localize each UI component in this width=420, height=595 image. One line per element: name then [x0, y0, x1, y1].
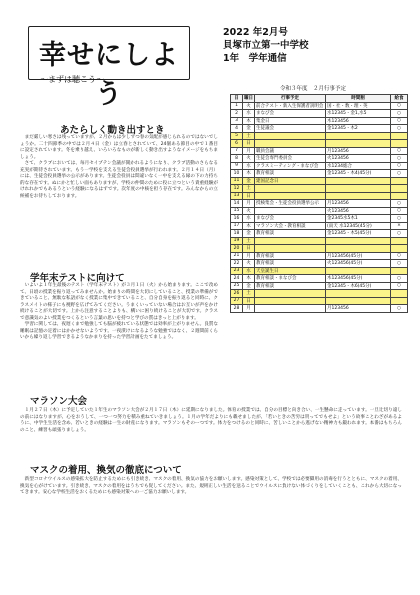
- schedule-row: [231, 200, 408, 208]
- schedule-row: [231, 192, 408, 200]
- schedule-weekday: 水: [243, 215, 255, 223]
- section-title-marathon: マラソン大会: [30, 396, 88, 407]
- schedule-timetable: 水1234総合: [326, 162, 391, 170]
- paragraph: 新型コロナウイルスの感染拡大を防止するためにも引き続き、マスクの着用、換気の協力をお願いします。感染対策として、学校では必要脚用の消毒を行うとともに、マスクの着用、換気を心がけています。引き続き、マスクの着用をはうちでも促してください。また、規則正しい生活を送ることでウイルスに負けない体づくりをしていくことも、これから大切になってきます。安心な学校生活をおくるためにも感染対策への一ご協力お願いします。: [20, 477, 402, 495]
- schedule-row: [231, 297, 408, 305]
- schedule-weekday: 月: [243, 200, 255, 208]
- schedule-lunch: [391, 185, 408, 193]
- schedule-timetable: 金2345水5木1: [326, 215, 391, 223]
- schedule-timetable: [326, 237, 391, 245]
- section-text-moving-forward: [20, 135, 218, 200]
- schedule-row: [231, 245, 408, 253]
- schedule-row: [231, 102, 408, 110]
- schedule-row: [231, 260, 408, 268]
- schedule-row: [231, 222, 408, 230]
- schedule-day: 25: [231, 282, 243, 290]
- schedule-event: まなび会: [255, 110, 326, 118]
- newsletter-subtitle: ～まずは聴こう～: [40, 75, 104, 84]
- schedule-weekday: 水: [243, 110, 255, 118]
- schedule-day: 15: [231, 207, 243, 215]
- issue-date: 2022 年2月号: [223, 27, 288, 38]
- schedule-weekday: 木: [243, 275, 255, 283]
- schedule-row: [231, 290, 408, 298]
- schedule-lunch: [391, 177, 408, 185]
- schedule-day: 8: [231, 155, 243, 163]
- schedule-lunch: ○: [391, 102, 408, 110]
- schedule-day: 6: [231, 140, 243, 148]
- schedule-event: [255, 290, 326, 298]
- schedule-lunch: ○: [391, 200, 408, 208]
- paragraph: さて、クラブにおいては、毎月セイプテン会議が開かれるようになり、クラブ活動のさらなる充実が期待されています。もう一学校を支える生徒会役員選挙が行われます。２月１４日（月）には、生徒会役員選挙の公示があります。生徒会役員は間違いなく一中を支える縁の下の力持ち的な存在です。ぬにかと忙しい面もありますが、学校の仲間のために役に立つという貴重経験がけれれかでもあるうという経験になるはずです。次年度の中核を担う存在です。みんなからの立候補をお待ちしております。: [20, 161, 218, 199]
- schedule-timetable: 金12345・木5(45分): [326, 230, 391, 238]
- paragraph: １月２７日（木）に予定していた１年生のマラソン大会が２月１７日（木）に延期になりました。体育の授業では、自分の目標と向き合い、一生懸命に走っています。一旦辻切り遠しの前にはなりますが、心をおうして、一つ一つ努力を積み重ねていきましょう。１月の学年だよりにも載せましたが、「若いときの苦労は買ってでもせよ」という故事ことわざがあるように、中学生生活を含め、若いときの経験は一生の財産になります。マラソンもそのーつです。体力をつけるのと同時に、苦しいことから逃げない精神力も鍛われます。本番はもちろんのこと、練習も頑張りましょう。: [20, 408, 402, 433]
- schedule-row: [231, 110, 408, 118]
- schedule-weekday: 土: [243, 185, 255, 193]
- schedule-day: 18: [231, 230, 243, 238]
- schedule-weekday: 日: [243, 297, 255, 305]
- schedule-day: 21: [231, 252, 243, 260]
- issue-info: [223, 26, 309, 65]
- newsletter-title: 幸せにしよう: [39, 40, 179, 110]
- schedule-event: 教育相談: [255, 252, 326, 260]
- schedule-weekday: 水: [243, 267, 255, 275]
- schedule-weekday: 金: [243, 230, 255, 238]
- schedule-weekday: 火: [243, 102, 255, 110]
- schedule-row: [231, 305, 408, 313]
- schedule-table: [230, 94, 408, 313]
- schedule-lunch: ○: [391, 170, 408, 178]
- header-timetable: 時間割: [326, 95, 391, 103]
- schedule-row: [231, 117, 408, 125]
- schedule-weekday: 金: [243, 177, 255, 185]
- schedule-header-row: [231, 95, 408, 103]
- schedule-timetable: [326, 297, 391, 305]
- schedule-timetable: 火123456: [326, 207, 391, 215]
- schedule-timetable: [326, 132, 391, 140]
- schedule-timetable: 火123456(45分): [326, 260, 391, 268]
- schedule-day: 9: [231, 162, 243, 170]
- schedule-timetable: [326, 185, 391, 193]
- schedule-day: 23: [231, 267, 243, 275]
- schedule-event: 教育相談: [255, 260, 326, 268]
- header-events: 行事予定: [255, 95, 326, 103]
- schedule-caption: 令和３年度 ２月行事予定: [280, 86, 347, 92]
- title-box: [28, 26, 190, 110]
- schedule-event: [255, 140, 326, 148]
- schedule-day: 12: [231, 185, 243, 193]
- header-day: 日: [231, 95, 243, 103]
- schedule-weekday: 月: [243, 147, 255, 155]
- schedule-day: 26: [231, 290, 243, 298]
- schedule-event: [255, 132, 326, 140]
- schedule-row: [231, 147, 408, 155]
- schedule-lunch: ○: [391, 282, 408, 290]
- schedule-event: マラソン大会・教育相談: [255, 222, 326, 230]
- schedule-event: 教育相談・まなび会: [255, 275, 326, 283]
- schedule-lunch: [391, 245, 408, 253]
- schedule-row: [231, 155, 408, 163]
- schedule-event: [255, 245, 326, 253]
- paragraph: いよいよ１年生最後のテスト（学年末テスト）が３月１日（火）から始まります。ここで改めて、日頃の授業を振り返ってみませんか。始まりの時間を大切にしていること、授業の準備ができていること、無駄な私語がなく授業に集中できていること、自分自身を振り返ると同時に、クラスメイトの様子にも視野を広げてみてください。うまくいっていない場合はお互いが声をかけ続けることが大切です。上から注意することよりも、構いに困り続けることが大切です。クラスで意識気のよい授業をつくるという言葉の思いを持つと学びの質はきっと上がります。: [20, 283, 218, 321]
- schedule-row: [231, 207, 408, 215]
- section-title-mask: マスクの着用、換気の徹底について: [30, 465, 182, 476]
- schedule-day: 5: [231, 132, 243, 140]
- schedule-timetable: 国・社・数・理・英: [326, 102, 391, 110]
- schedule-lunch: [391, 267, 408, 275]
- schedule-event: 前合テスト・新入生保護者説明会: [255, 102, 326, 110]
- schedule-event: [255, 237, 326, 245]
- schedule-event: 生徒会専門委員会: [255, 155, 326, 163]
- section-text-marathon: [20, 408, 402, 434]
- schedule-timetable: (雨天 水12345(45分): [326, 222, 391, 230]
- schedule-timetable: 金12345・木2: [326, 125, 391, 133]
- schedule-weekday: 火: [243, 260, 255, 268]
- schedule-timetable: [326, 245, 391, 253]
- schedule-weekday: 日: [243, 245, 255, 253]
- schedule-day: 4: [231, 125, 243, 133]
- schedule-lunch: ○: [391, 230, 408, 238]
- schedule-row: [231, 275, 408, 283]
- schedule-day: 16: [231, 215, 243, 223]
- schedule-day: 7: [231, 147, 243, 155]
- schedule-row: [231, 170, 408, 178]
- newsletter-name: 1年 学年通信: [223, 53, 287, 64]
- schedule-lunch: ○: [391, 305, 408, 313]
- schedule-weekday: 木: [243, 222, 255, 230]
- schedule-weekday: 土: [243, 132, 255, 140]
- schedule-lunch: ○: [391, 275, 408, 283]
- schedule-event: 天皇誕生日: [255, 267, 326, 275]
- schedule-timetable: 木123456: [326, 117, 391, 125]
- schedule-lunch: ○: [391, 117, 408, 125]
- schedule-weekday: 木: [243, 170, 255, 178]
- schedule-timetable: 金12345・木4(45分): [326, 170, 391, 178]
- schedule-timetable: 水12345・金1,水5: [326, 110, 391, 118]
- schedule-timetable: 木123456(45分): [326, 275, 391, 283]
- schedule-event: 教育相談: [255, 170, 326, 178]
- schedule-day: 27: [231, 297, 243, 305]
- schedule-day: 20: [231, 245, 243, 253]
- schedule-day: 1: [231, 102, 243, 110]
- schedule-timetable: 月123456: [326, 200, 391, 208]
- schedule-event: [255, 297, 326, 305]
- schedule-row: [231, 185, 408, 193]
- schedule-weekday: 火: [243, 207, 255, 215]
- schedule-event: クラスミーティング・まなび会: [255, 162, 326, 170]
- schedule-day: 2: [231, 110, 243, 118]
- schedule-timetable: [326, 290, 391, 298]
- schedule-timetable: [326, 192, 391, 200]
- section-title-moving-forward: あたらしく動き出すとき: [60, 125, 165, 136]
- schedule-event: [255, 192, 326, 200]
- schedule-row: [231, 267, 408, 275]
- schedule-day: 24: [231, 275, 243, 283]
- schedule-weekday: 水: [243, 162, 255, 170]
- schedule-row: [231, 237, 408, 245]
- schedule-lunch: [391, 297, 408, 305]
- schedule-row: [231, 252, 408, 260]
- schedule-lunch: ○: [391, 147, 408, 155]
- schedule-event: 教育相談: [255, 230, 326, 238]
- schedule-event: 集金日: [255, 117, 326, 125]
- school-name: 貝塚市立第一中学校: [223, 40, 309, 51]
- schedule-row: [231, 215, 408, 223]
- schedule-event: [255, 207, 326, 215]
- schedule-day: 3: [231, 117, 243, 125]
- schedule-lunch: ○: [391, 125, 408, 133]
- schedule-row: [231, 125, 408, 133]
- schedule-lunch: [391, 192, 408, 200]
- schedule-day: 10: [231, 170, 243, 178]
- schedule-lunch: ○: [391, 110, 408, 118]
- schedule-weekday: 土: [243, 237, 255, 245]
- schedule-timetable: 月123456: [326, 147, 391, 155]
- schedule-weekday: 日: [243, 192, 255, 200]
- schedule-lunch: ○: [391, 252, 408, 260]
- schedule-day: 11: [231, 177, 243, 185]
- paragraph: 学習に関しては、夜遅くまで勉強しても脳が疲れている状態では効率が上がりません。良質な睡眠は記憶の定着にはかかせないようです。一夜漬けになるような勉強ではなく、２週間前くらいから繰り返し学習できるようなかまりを持った学習計画をたてましょう。: [20, 322, 218, 340]
- schedule-day: 17: [231, 222, 243, 230]
- header-lunch: 給食: [391, 95, 408, 103]
- schedule-weekday: 日: [243, 140, 255, 148]
- schedule-event: 教育相談: [255, 282, 326, 290]
- schedule-timetable: [326, 267, 391, 275]
- schedule-weekday: 金: [243, 282, 255, 290]
- schedule-weekday: 土: [243, 290, 255, 298]
- schedule-lunch: ○: [391, 155, 408, 163]
- schedule-timetable: 月123456(45分): [326, 252, 391, 260]
- schedule-day: 22: [231, 260, 243, 268]
- schedule-day: 14: [231, 200, 243, 208]
- schedule-lunch: ○: [391, 162, 408, 170]
- schedule-day: 28: [231, 305, 243, 313]
- schedule-lunch: [391, 132, 408, 140]
- schedule-lunch: [391, 290, 408, 298]
- schedule-weekday: 木: [243, 117, 255, 125]
- schedule-row: [231, 132, 408, 140]
- schedule-event: 建国記念日: [255, 177, 326, 185]
- schedule-timetable: [326, 140, 391, 148]
- schedule-weekday: 金: [243, 125, 255, 133]
- schedule-row: [231, 162, 408, 170]
- schedule-timetable: 月123456: [326, 305, 391, 313]
- schedule-day: 19: [231, 237, 243, 245]
- schedule-lunch: [391, 237, 408, 245]
- header-weekday: 曜日: [244, 96, 253, 102]
- schedule-weekday: 月: [243, 252, 255, 260]
- schedule-lunch: ○: [391, 207, 408, 215]
- schedule-lunch: ×: [391, 222, 408, 230]
- schedule-row: [231, 177, 408, 185]
- schedule-event: まなび会: [255, 215, 326, 223]
- schedule-event: 職員会議: [255, 147, 326, 155]
- schedule-row: [231, 282, 408, 290]
- schedule-lunch: [391, 140, 408, 148]
- schedule-weekday: 月: [243, 305, 255, 313]
- schedule-event: [255, 185, 326, 193]
- schedule-timetable: 火123456: [326, 155, 391, 163]
- schedule-row: [231, 140, 408, 148]
- schedule-timetable: [326, 177, 391, 185]
- schedule-lunch: ○: [391, 215, 408, 223]
- schedule-day: 13: [231, 192, 243, 200]
- section-text-final-exam: [20, 283, 218, 342]
- schedule-event: 授検集会・生徒会役員選挙公示: [255, 200, 326, 208]
- schedule-event: 生徒議会: [255, 125, 326, 133]
- section-text-mask: [20, 477, 402, 497]
- schedule-row: [231, 230, 408, 238]
- schedule-timetable: 金12345・木6(45分): [326, 282, 391, 290]
- paragraph: まだ厳しい寒さは残っていますが、２月からは少しずつ春の気配が感じられるのではないでしょうか。二十四節季の中では２月４日（金）は立春とされていて、24個ある節目の中で１番目に設定されています。冬を乗り越え、いろいろなものが新しく動き出すようなイメージをもちましょう。: [20, 135, 218, 160]
- schedule-lunch: ○: [391, 260, 408, 268]
- schedule-weekday: 火: [243, 155, 255, 163]
- schedule-event: [255, 305, 326, 313]
- section-title-final-exam: 学年末テストに向けて: [30, 273, 125, 284]
